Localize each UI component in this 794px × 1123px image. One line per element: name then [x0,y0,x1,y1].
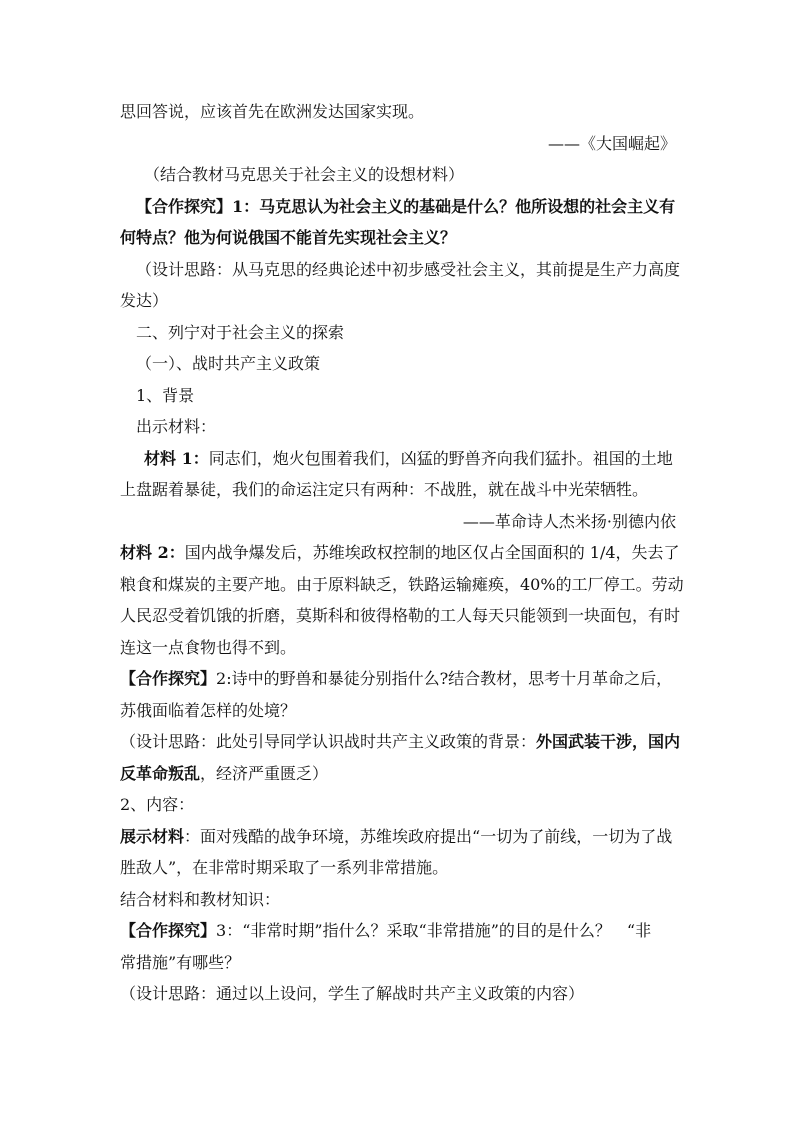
inquiry-question-3 [120,915,676,947]
material-1-cont: 上盘踞着暴徒，我们的命运注定只有两种：不战胜，就在战斗中光荣牺牲。 [120,480,649,499]
design-note: （设计思路：从马克思的经典论述中初步感受社会主义，其前提是生产力高度 [136,259,681,279]
inquiry-heading: 【合作探究】 [136,196,233,216]
item-heading: 1、背景 [136,385,195,405]
text-line: 出示材料： [136,417,217,436]
inquiry-heading: 【合作探究】 [120,921,217,940]
item-heading: 2、内容： [120,795,195,814]
material-2-cont: 人民忍受着饥饿的折磨，莫斯科和彼得格勒的工人每天只能领到一块面包，有时 [120,606,681,625]
inquiry-heading: 【合作探究】 [120,669,217,688]
material-1 [120,443,676,475]
material-text: ：面对残酷的战争环境，苏维埃政府提出“一切为了前线，一切为了战 [184,826,673,846]
text-line: 结合材料和教材知识： [120,889,281,909]
design-note-emphasis: 外国武装干涉，国内 [536,732,681,751]
material-2-cont: 粮食和煤炭的主要产地。由于原料缺乏，铁路运输瘫痪，40%的工厂停工。劳动 [120,574,684,594]
inquiry-text: 3：“非常时期”指什么？采取“非常措施”的目的是什么？ [216,921,611,940]
inquiry-question-2 [120,663,676,695]
shown-material-cont: 胜敌人”，在非常时期采取了一系列非常措施。 [120,858,449,877]
material-label: 展示材料 [120,826,185,846]
design-note-cont: 发达） [120,291,169,310]
subsection-heading: （一）、战时共产主义政策 [136,354,321,373]
citation: ——《大国崛起》 [547,133,676,153]
material-2 [120,537,680,569]
inquiry-text: 1：马克思认为社会主义的基础是什么？他所设想的社会主义有 [232,196,676,216]
citation: ——革命诗人杰米扬·别德内依 [462,511,676,531]
material-text: 国内战争爆发后，苏维埃政权控制的地区仅占全国面积的 1/4，失去了 [184,543,680,562]
material-label: 材料 1： [144,448,209,468]
inquiry-question-1 [120,191,676,223]
inquiry-text: 2:诗中的野兽和暴徒分别指什么?结合教材，思考十月革命之后， [216,669,673,688]
design-note-text: ，经济严重匮乏） [200,763,329,783]
design-note-emphasis: 反革命叛乱 [120,763,201,783]
shown-material [120,821,676,853]
inquiry-question-3-cont: 常措施”有哪些？ [120,952,241,972]
design-note: （设计思路：通过以上设问，学生了解战时共产主义政策的内容） [120,984,585,1003]
text-line: 思回答说，应该首先在欧洲发达国家实现。 [120,102,425,121]
inquiry-text: “非 [626,921,652,940]
inquiry-question-2-cont: 苏俄面临着怎样的处境？ [120,700,297,720]
design-note-text: （设计思路：此处引导同学认识战时共产主义政策的背景： [120,732,537,751]
material-label: 材料 2： [120,543,185,562]
design-note [120,726,681,758]
material-2-cont: 连这一点食物也得不到。 [120,637,297,657]
note: （结合教材马克思关于社会主义的设想材料） [144,165,465,184]
section-heading: 二、列宁对于社会主义的探索 [136,322,345,342]
document-body [120,96,684,1010]
inquiry-question-1-cont: 何特点？他为何说俄国不能首先实现社会主义？ [120,228,457,247]
design-note-cont [120,758,676,790]
material-text: 同志们，炮火包围着我们，凶猛的野兽齐向我们猛扑。祖国的土地 [208,448,673,468]
